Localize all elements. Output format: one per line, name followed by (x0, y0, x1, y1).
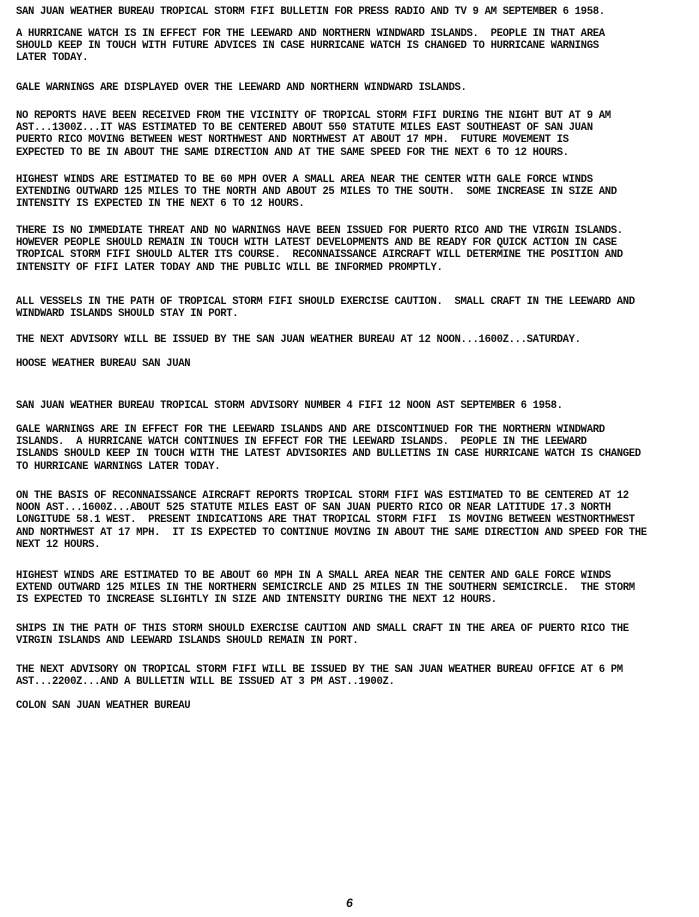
advisory-signature: COLON SAN JUAN WEATHER BUREAU (16, 700, 191, 712)
vessels-paragraph: ALL VESSELS IN THE PATH OF TROPICAL STORM FIFI SHOULD EXERCISE CAUTION. SMALL CRAFT IN THE LEEWARD AND WINDWARD ISLANDS SHOULD STAY IN PORT. (16, 296, 635, 321)
advisory-position-paragraph: ON THE BASIS OF RECONNAISSANCE AIRCRAFT REPORTS TROPICAL STORM FIFI WAS ESTIMATED TO BE CENTERED AT 12 NOON AST...1600Z...ABOUT 525 STATUTE MILES EAST OF SAN JUAN PUERTO RICO OR NEAR LATITUDE 17.3 NORTH LONGITUDE 58.1 WEST. PRESENT INDICATIONS ARE THAT TROPICAL STORM FIFI IS MOVING BETWEEN WESTNORTHWEST AND NORTHWEST AT 17 MPH. IT IS EXPECTED TO CONTINUE MOVING IN ABOUT THE SAME DIRECTION AND SPEED FOR THE NEXT 12 HOURS. (16, 490, 647, 551)
advisory-warnings-paragraph: GALE WARNINGS ARE IN EFFECT FOR THE LEEWARD ISLANDS AND ARE DISCONTINUED FOR THE NORTHERN WINDWARD ISLANDS. A HURRICANE WATCH CONTINUES IN EFFECT FOR THE LEEWARD ISLANDS. PEOPLE IN THE LEEWARD ISLANDS SHOULD KEEP IN TOUCH WITH THE LATEST ADVISORIES AND BULLETINS IN CASE HURRICANE WATCH IS CHANGED TO HURRICANE WARNINGS LATER TODAY. (16, 424, 641, 473)
threat-paragraph: THERE IS NO IMMEDIATE THREAT AND NO WARNINGS HAVE BEEN ISSUED FOR PUERTO RICO AND THE VIRGIN ISLANDS. HOWEVER PEOPLE SHOULD REMAIN IN TOUCH WITH LATEST DEVELOPMENTS AND BE READY FOR QUICK ACTION IN CASE TROPICAL STORM FIFI SHOULD ALTER ITS COURSE. RECONNAISSANCE AIRCRAFT WILL DETERMINE THE POSITION AND INTENSITY OF FIFI LATER TODAY AND THE PUBLIC WILL BE INFORMED PROMPTLY. (16, 225, 623, 274)
gale-warnings-paragraph: GALE WARNINGS ARE DISPLAYED OVER THE LEEWARD AND NORTHERN WINDWARD ISLANDS. (16, 82, 467, 94)
position-paragraph: NO REPORTS HAVE BEEN RECEIVED FROM THE VICINITY OF TROPICAL STORM FIFI DURING THE NIGHT BUT AT 9 AM AST...1300Z...IT WAS ESTIMATED TO BE CENTERED ABOUT 550 STATUTE MILES EAST SOUTHEAST OF SAN JUAN PUERTO RICO MOVING BETWEEN WEST NORTHWEST AND NORTHWEST AT ABOUT 17 MPH. FUTURE MOVEMENT IS EXPECTED TO BE IN ABOUT THE SAME DIRECTION AND AT THE SAME SPEED FOR THE NEXT 6 TO 12 HOURS. (16, 110, 611, 159)
advisory-winds-paragraph: HIGHEST WINDS ARE ESTIMATED TO BE ABOUT 60 MPH IN A SMALL AREA NEAR THE CENTER AND GALE FORCE WINDS EXTEND OUTWARD 125 MILES IN THE NORTHERN SEMICIRCLE AND 25 MILES IN THE SOUTHERN SEMICIRCLE. THE STORM IS EXPECTED TO INCREASE SLIGHTLY IN SIZE AND INTENSITY DURING THE NEXT 12 HOURS. (16, 570, 635, 607)
advisory-next-paragraph: THE NEXT ADVISORY ON TROPICAL STORM FIFI WILL BE ISSUED BY THE SAN JUAN WEATHER BUREAU OFFICE AT 6 PM AST...2200Z...AND A BULLETIN WILL BE ISSUED AT 3 PM AST..1900Z. (16, 664, 623, 689)
bulletin-header: SAN JUAN WEATHER BUREAU TROPICAL STORM FIFI BULLETIN FOR PRESS RADIO AND TV 9 AM SEPTEMBER 6 1958. (16, 6, 605, 18)
advisory-header: SAN JUAN WEATHER BUREAU TROPICAL STORM ADVISORY NUMBER 4 FIFI 12 NOON AST SEPTEMBER 6 1958. (16, 400, 563, 412)
bulletin-signature: HOOSE WEATHER BUREAU SAN JUAN (16, 358, 191, 370)
ships-paragraph: SHIPS IN THE PATH OF THIS STORM SHOULD EXERCISE CAUTION AND SMALL CRAFT IN THE AREA OF PUERTO RICO THE VIRGIN ISLANDS AND LEEWARD ISLANDS SHOULD REMAIN IN PORT. (16, 623, 629, 648)
next-advisory-paragraph: THE NEXT ADVISORY WILL BE ISSUED BY THE SAN JUAN WEATHER BUREAU AT 12 NOON...1600Z...SATURDAY. (16, 334, 581, 346)
winds-paragraph: HIGHEST WINDS ARE ESTIMATED TO BE 60 MPH OVER A SMALL AREA NEAR THE CENTER WITH GALE FORCE WINDS EXTENDING OUTWARD 125 MILES TO THE NORTH AND ABOUT 25 MILES TO THE SOUTH. SOME INCREASE IN SIZE AND INTENSITY IS EXPECTED IN THE NEXT 6 TO 12 HOURS. (16, 174, 617, 211)
page-number: 6 (346, 896, 353, 910)
hurricane-watch-paragraph: A HURRICANE WATCH IS IN EFFECT FOR THE LEEWARD AND NORTHERN WINDWARD ISLANDS. PEOPLE IN THAT AREA SHOULD KEEP IN TOUCH WITH FUTURE ADVICES IN CASE HURRICANE WATCH IS CHANGED TO HURRICANE WARNINGS LATER TODAY. (16, 28, 605, 65)
